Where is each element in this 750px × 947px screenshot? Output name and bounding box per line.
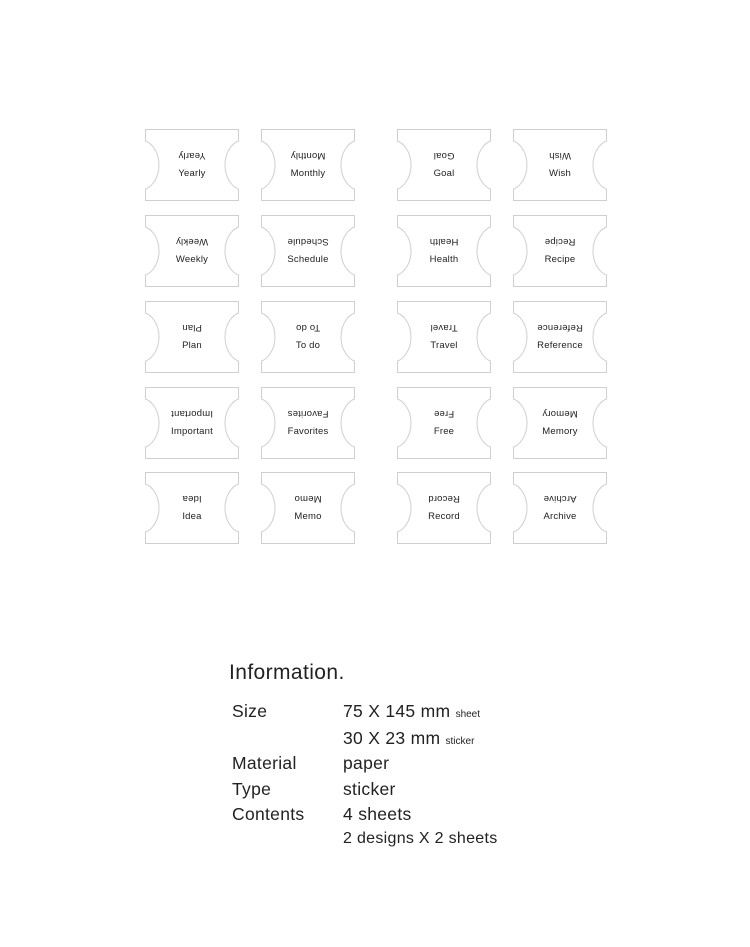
sticker-label-inverted: Important [171,408,213,419]
sticker-tab [513,472,607,544]
sticker-tab [397,472,491,544]
sticker-outline [261,387,355,459]
sticker-label: To do [295,340,321,351]
sticker-outline [145,129,239,201]
sticker-label: Reference [537,340,583,351]
sticker-label: Monthly [290,168,326,179]
size-sheet-unit: sheet [455,709,481,720]
sticker-outline [397,472,491,544]
contents-detail: 2 designs X 2 sheets [343,830,498,847]
size-sticker-unit: sticker [445,736,475,747]
contents-value: 4 sheets [343,804,412,824]
sticker-label: Schedule [287,254,329,265]
sticker-outline [513,301,607,373]
sticker-outline [513,129,607,201]
sticker-outline [261,472,355,544]
sticker-label: Weekly [175,254,209,265]
sticker-label: Goal [433,168,455,179]
sticker-label-inverted: Health [429,236,459,247]
contents-label: Contents [232,804,305,824]
sticker-tab [513,301,607,373]
sticker-label-inverted: To do [295,322,321,333]
sticker-label: Free [433,426,455,437]
sticker-outline [261,215,355,287]
sticker-label-inverted: Yearly [178,150,206,161]
sticker-label-inverted: Weekly [175,236,209,247]
sticker-tab [145,472,239,544]
sticker-label: Travel [430,340,458,351]
sticker-label: Record [428,511,460,522]
sticker-tab [145,215,239,287]
sticker-tab [397,387,491,459]
sticker-outline [513,472,607,544]
sticker-outline [145,387,239,459]
sticker-label: Memo [294,511,322,522]
sticker-label-inverted: Schedule [287,236,329,247]
sticker-tab [513,215,607,287]
sticker-label: Favorites [287,426,329,437]
sticker-label-inverted: Free [433,408,455,419]
size-sticker-value [343,728,474,749]
size-sheet-value [343,701,480,722]
sticker-label: Idea [182,511,202,522]
sticker-label-inverted: Plan [182,322,202,333]
sticker-label: Recipe [544,254,576,265]
sticker-outline [397,301,491,373]
type-label: Type [232,779,272,799]
sticker-tab [513,129,607,201]
sticker-tab [261,301,355,373]
material-value: paper [343,753,390,773]
sticker-outline [397,129,491,201]
sticker-tab [261,215,355,287]
sticker-label-inverted: Wish [549,150,571,161]
sticker-tab [513,387,607,459]
sticker-label-inverted: Idea [182,493,202,504]
sticker-outline [145,301,239,373]
sticker-label-inverted: Travel [430,322,458,333]
sticker-tab [397,301,491,373]
sticker-label-inverted: Memo [294,493,322,504]
material-label: Material [232,753,297,773]
sticker-outline [145,472,239,544]
sticker-label: Health [429,254,459,265]
sticker-tab [261,129,355,201]
sticker-outline [261,129,355,201]
sticker-tab [261,387,355,459]
sticker-label-inverted: Memory [542,408,578,419]
sticker-label-inverted: Archive [543,493,577,504]
sticker-label-inverted: Goal [433,150,455,161]
sticker-tab [397,215,491,287]
sticker-label-inverted: Record [428,493,460,504]
sticker-label: Wish [549,168,571,179]
sticker-outline [397,387,491,459]
info-title: Information. [229,661,345,684]
sticker-tab [261,472,355,544]
sticker-label-inverted: Recipe [544,236,576,247]
sticker-outline [397,215,491,287]
sticker-outline [513,215,607,287]
size-sheet-measure: 75 X 145 mm [343,701,451,721]
sticker-tab [145,301,239,373]
size-sticker-measure: 30 X 23 mm [343,728,441,748]
sticker-label-inverted: Monthly [290,150,326,161]
sticker-outline [513,387,607,459]
sticker-label: Archive [543,511,577,522]
sticker-label: Memory [542,426,578,437]
sticker-tab [145,387,239,459]
sticker-label-inverted: Reference [537,322,583,333]
sticker-label: Plan [182,340,202,351]
sticker-label: Important [171,426,213,437]
sticker-label: Yearly [178,168,206,179]
sticker-tab [397,129,491,201]
type-value: sticker [343,779,396,799]
sticker-tab [145,129,239,201]
sticker-outline [145,215,239,287]
sticker-outline [261,301,355,373]
sticker-label-inverted: Favorites [287,408,329,419]
size-label: Size [232,701,268,721]
